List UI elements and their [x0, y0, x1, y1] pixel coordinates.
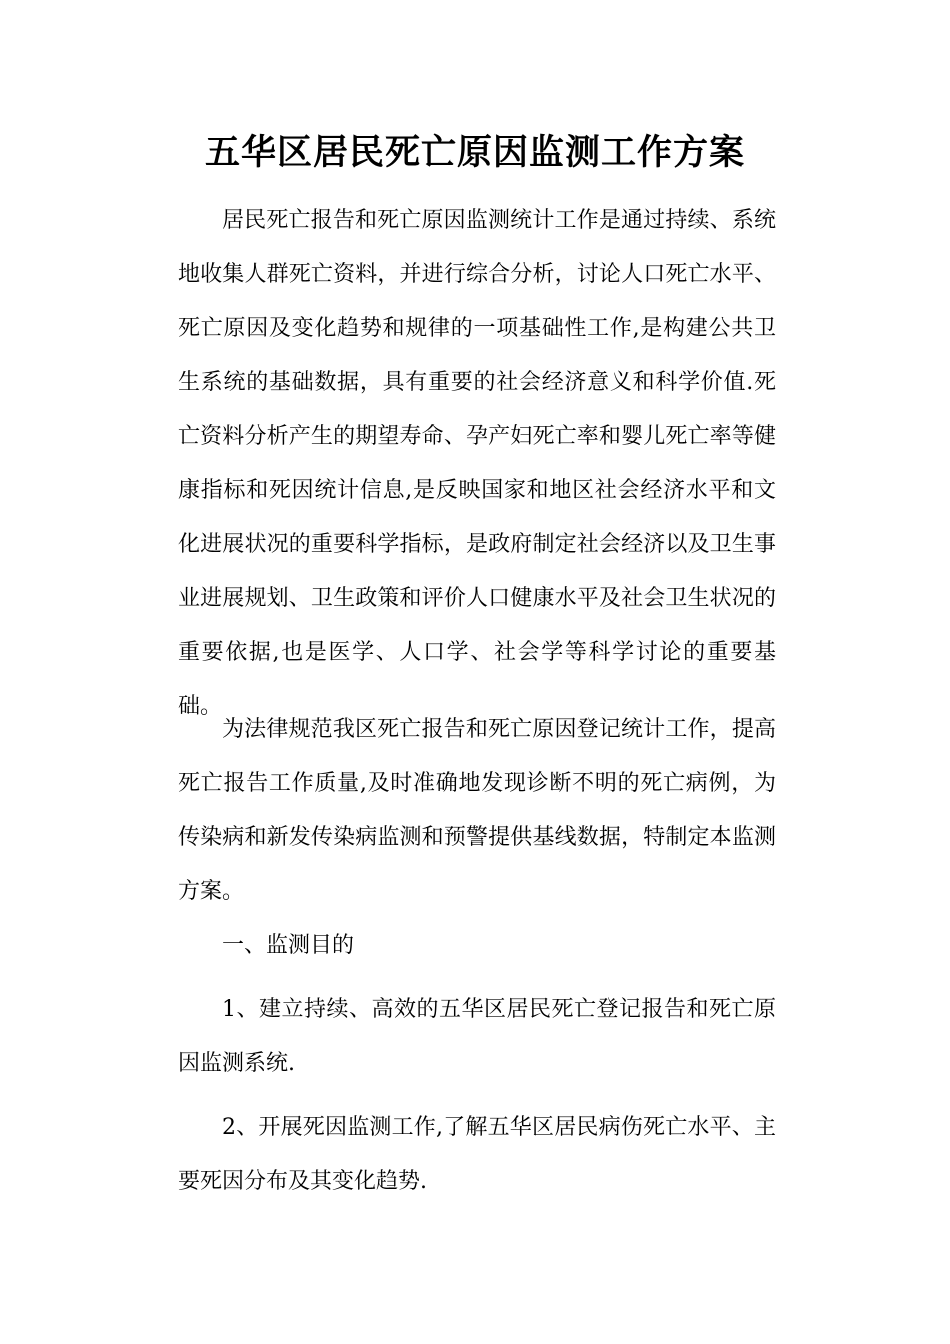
paragraph-background: 居民死亡报告和死亡原因监测统计工作是通过持续、系统地收集人群死亡资料，并进行综合分析，讨论人口死亡水平、死亡原因及变化趋势和规律的一项基础性工作,是构建公共卫生系统的基础数据，具有重要的社会经济意义和科学价值.死亡资料分析产生的期望寿命、孕产妇死亡率和婴儿死亡率等健康指标和死因统计信息,是反映国家和地区社会经济水平和文化进展状况的重要科学指标，是政府制定社会经济以及卫生事业进展规划、卫生政策和评价人口健康水平及社会卫生状况的重要依据,也是医学、人口学、社会学等科学讨论的重要基础。 [178, 208, 776, 719]
section-heading-objectives: 一、监测目的 [222, 933, 355, 958]
paragraph-purpose-statement: 为法律规范我区死亡报告和死亡原因登记统计工作，提高死亡报告工作质量,及时准确地发现诊断不明的死亡病例，为传染病和新发传染病监测和预警提供基线数据，特制定本监测方案。 [178, 717, 776, 904]
objective-item-1: 1、建立持续、高效的五华区居民死亡登记报告和死亡原因监测系统. [178, 997, 776, 1076]
document-title: 五华区居民死亡原因监测工作方案 [204, 132, 745, 173]
objective-item-2: 2、开展死因监测工作,了解五华区居民病伤死亡水平、主要死因分布及其变化趋势. [178, 1115, 776, 1194]
